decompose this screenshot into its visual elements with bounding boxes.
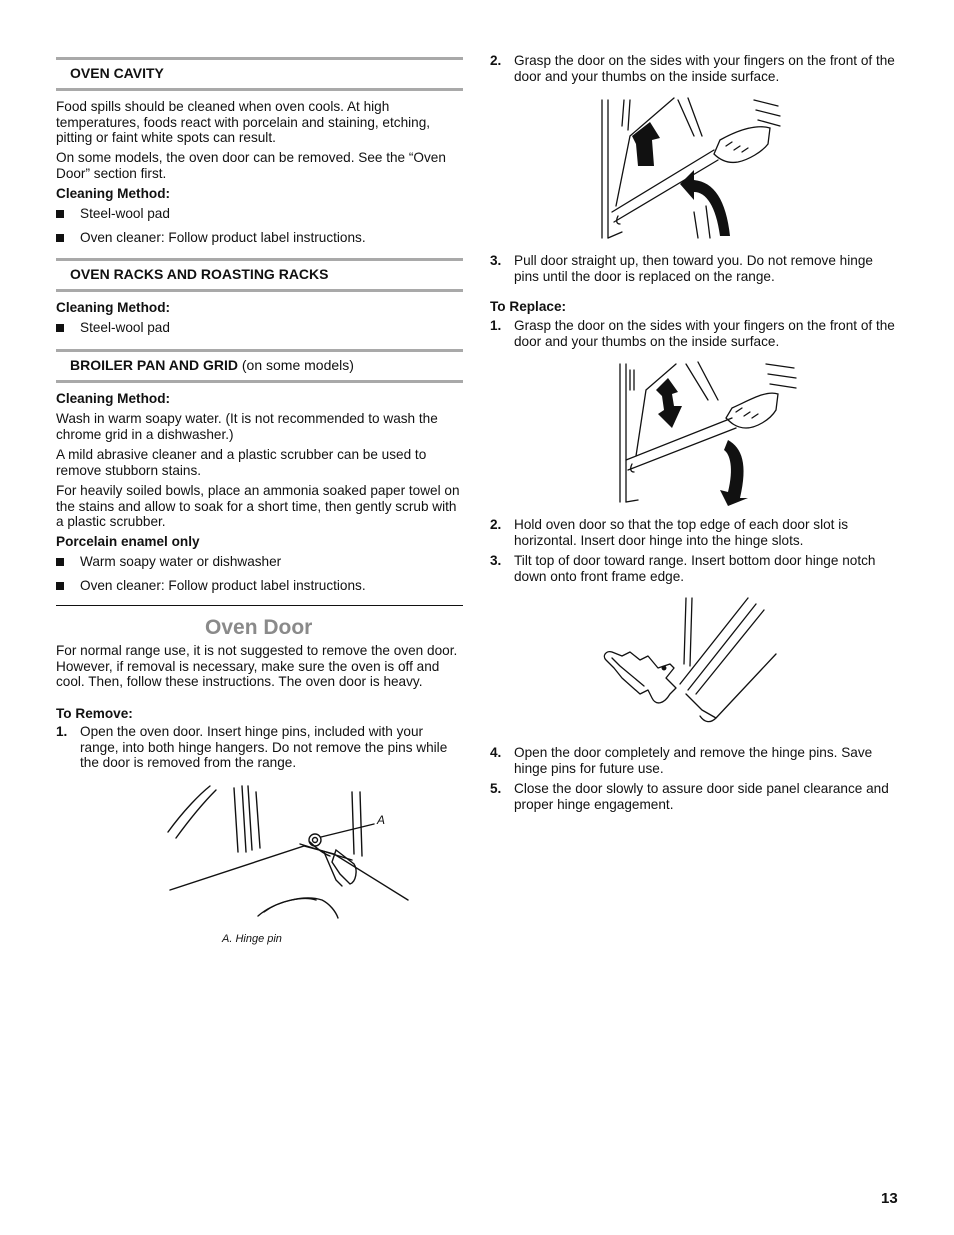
cleaning-method-label: Cleaning Method:	[56, 186, 171, 201]
paragraph: For heavily soiled bowls, place an ammonia soaked paper towel on the stains and allow to soak for a short time, then gently scrub with a plastic scrubber.	[56, 483, 460, 530]
page-number: 13	[881, 1190, 898, 1207]
hinge-pin-illustration	[164, 782, 414, 922]
divider	[56, 605, 463, 606]
bullet-square-icon	[56, 558, 64, 566]
paragraph: Food spills should be cleaned when oven cools. At high temperatures, foods react with porcelain and staining, etching, pitting or faint white spots can result.	[56, 99, 431, 146]
paragraph: A mild abrasive cleaner and a plastic scrubber can be used to remove stubborn stains.	[56, 447, 427, 478]
to-remove-label: To Remove:	[56, 706, 133, 721]
section-header-racks	[56, 258, 463, 292]
cleaning-method-label: Cleaning Method:	[56, 300, 171, 315]
section-title: BROILER PAN AND GRID (on some models)	[70, 357, 354, 373]
hinge-notch-illustration	[600, 594, 780, 734]
cleaning-method-label: Cleaning Method:	[56, 391, 171, 406]
bullet-square-icon	[56, 582, 64, 590]
section-title: OVEN CAVITY	[70, 65, 164, 81]
paragraph: On some models, the oven door can be removed. See the “Oven Door” section first.	[56, 150, 446, 181]
section-header-broiler	[56, 349, 463, 383]
figure-caption: A. Hinge pin	[222, 933, 282, 945]
porcelain-enamel-label: Porcelain enamel only	[56, 534, 200, 549]
bullet-square-icon	[56, 210, 64, 218]
callout-a: A	[377, 813, 386, 827]
bullet-square-icon	[56, 324, 64, 332]
section-header-oven-cavity	[56, 57, 463, 91]
page-title: Oven Door	[205, 616, 313, 639]
to-replace-label: To Replace:	[490, 299, 567, 314]
replace-door-illustration	[616, 360, 806, 506]
lift-door-illustration	[598, 96, 788, 242]
paragraph: Wash in warm soapy water. (It is not recommended to wash the chrome grid in a dishwasher.)	[56, 411, 438, 442]
section-title: OVEN RACKS AND ROASTING RACKS	[70, 266, 329, 282]
bullet-square-icon	[56, 234, 64, 242]
paragraph: For normal range use, it is not suggested to remove the oven door. However, if removal is necessary, make sure the oven is off and cool. Then, follow these instructions. The oven door is heavy.	[56, 643, 458, 690]
